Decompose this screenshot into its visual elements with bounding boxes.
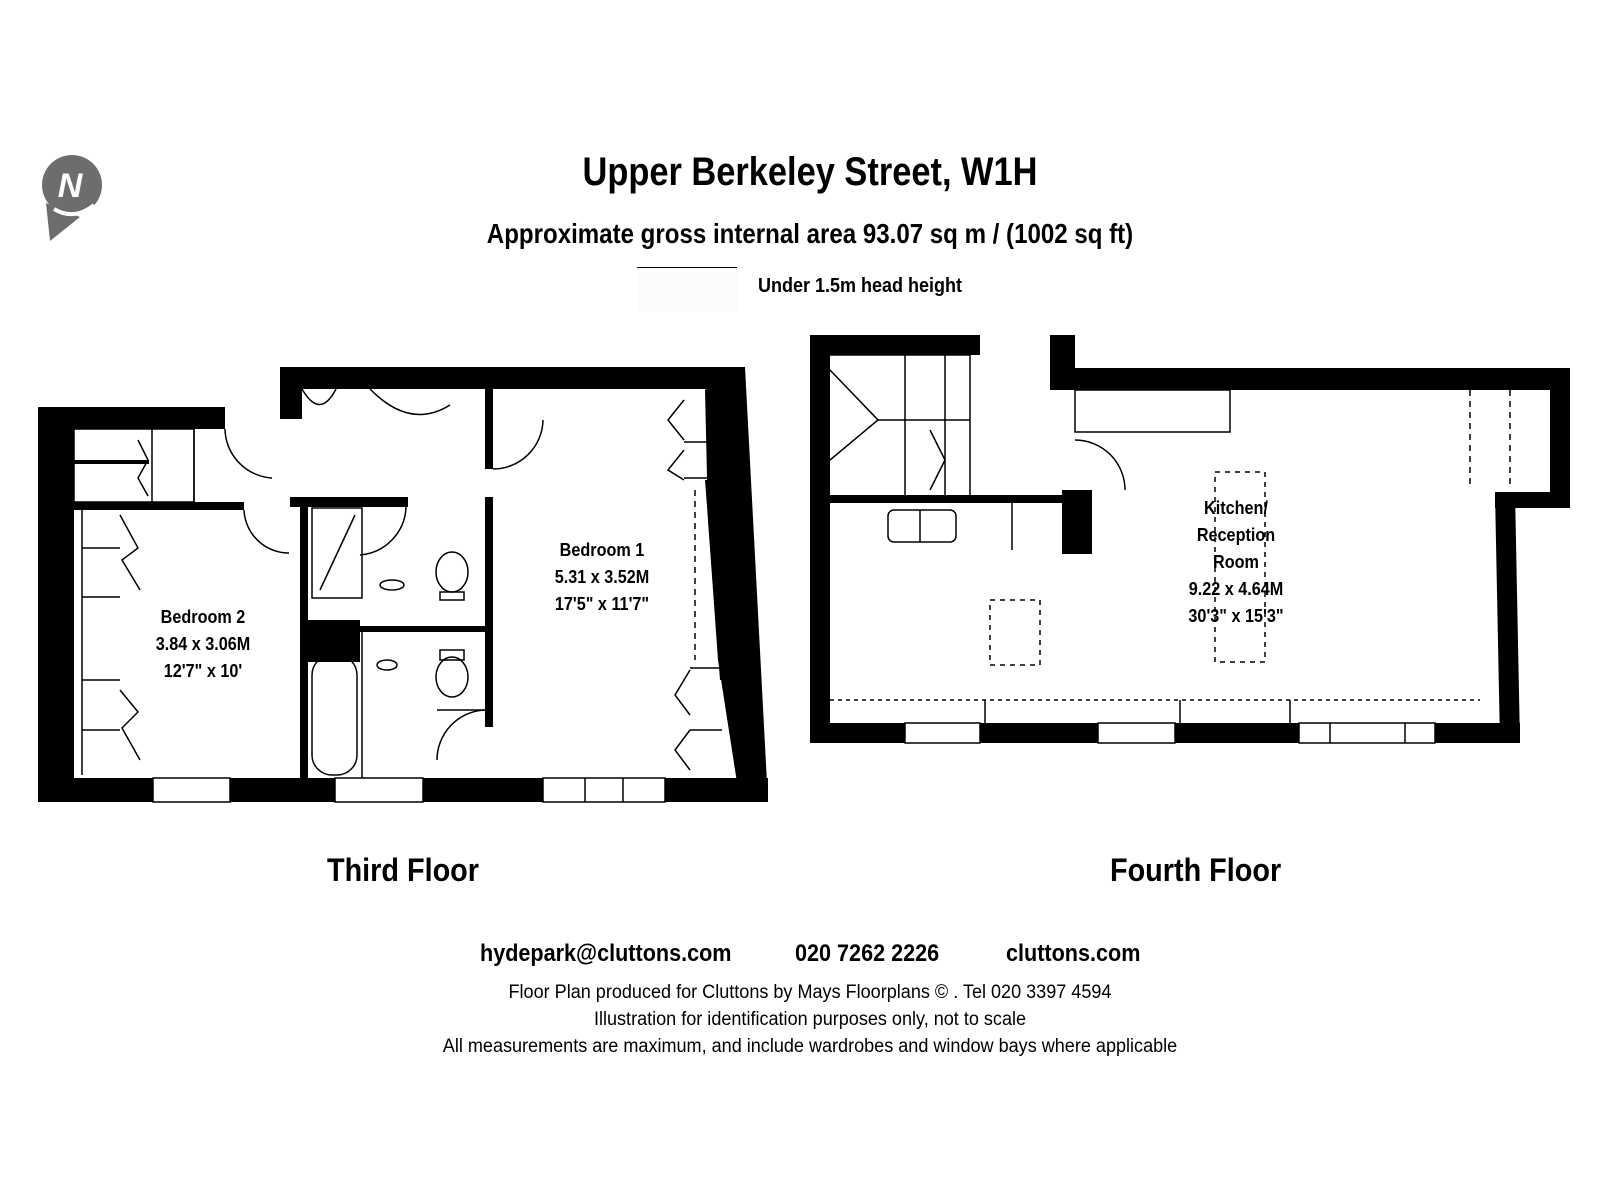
contact-email[interactable]: hydepark@cluttons.com xyxy=(480,940,732,967)
room-name-line-1: Kitchen/ xyxy=(1204,498,1268,518)
contact-website[interactable]: cluttons.com xyxy=(1006,940,1141,967)
room-imperial: 12'7" x 10' xyxy=(163,661,243,681)
page-title: Upper Berkeley Street, W1H xyxy=(582,150,1038,194)
floor-label-fourth: Fourth Floor xyxy=(1110,852,1282,888)
room-name-line-2: Reception xyxy=(1196,525,1276,545)
room-label-bedroom-1 xyxy=(555,537,650,618)
footer-credit: Floor Plan produced for Cluttons by Mays Floorplans © . Tel 020 3397 4594 xyxy=(508,982,1112,1003)
room-name: Bedroom 1 xyxy=(559,540,645,560)
room-metric: 9.22 x 4.64M xyxy=(1188,579,1284,599)
room-imperial: 17'5" x 11'7" xyxy=(554,594,650,614)
area-subtitle: Approximate gross internal area 93.07 sq m / (1002 sq ft) xyxy=(486,218,1134,249)
room-metric: 3.84 x 3.06M xyxy=(155,634,251,654)
room-label-kitchen-reception xyxy=(1188,495,1283,630)
contact-phone[interactable]: 020 7262 2226 xyxy=(795,940,940,967)
floor-label-third: Third Floor xyxy=(327,852,479,888)
footer-disclaimer: Illustration for identification purposes only, not to scale xyxy=(593,1009,1027,1030)
room-metric: 5.31 x 3.52M xyxy=(554,567,650,587)
footer-measurements-note: All measurements are maximum, and include wardrobes and window bays where applicable xyxy=(442,1036,1178,1057)
room-label-bedroom-2 xyxy=(156,604,251,685)
compass-letter: N xyxy=(57,167,83,205)
legend-label: Under 1.5m head height xyxy=(758,275,963,297)
room-name: Bedroom 2 xyxy=(160,607,246,627)
room-name-line-3: Room xyxy=(1213,552,1259,572)
third-floor-plan xyxy=(38,367,768,802)
room-imperial: 30'3" x 15'3" xyxy=(1188,606,1284,626)
